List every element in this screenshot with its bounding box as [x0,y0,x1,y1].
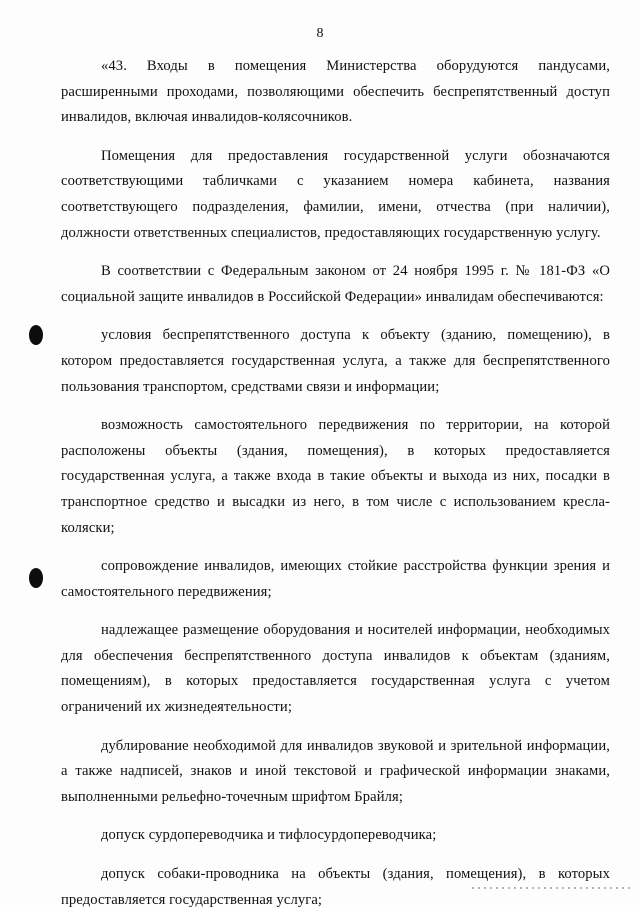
paragraph: В соответствии с Федеральным законом от 24 ноября 1995 г. № 181-ФЗ «О социальной защите инвалидов в Российской Федерации» инвалидам обеспечиваются: [61,263,610,305]
paragraph: допуск сурдопереводчика и тифлосурдопереводчика; [101,827,437,844]
paragraph: дублирование необходимой для инвалидов звуковой и зрительной информации, а также надписей, знаков и иной текстовой и графической информации знаками, выполненными рельефно-точечным шрифтом Брайля; [61,737,610,805]
paragraph: допуск собаки-проводника на объекты (здания, помещения), в которых предоставляется государственная услуга; [61,866,610,908]
scan-dots [470,887,630,889]
punch-hole [29,325,43,345]
paragraph: «43. Входы в помещения Министерства оборудуются пандусами, расширенными проходами, позволяющими обеспечить беспрепятственный доступ инвалидов, включая инвалидов-колясочников. [61,58,610,126]
paragraph: надлежащее размещение оборудования и носителей информации, необходимых для обеспечения беспрепятственного доступа инвалидов к объектам (зданиям, помещениям), в которых предоставляется государственная услуга с учетом ограничений их жизнедеятельности; [61,622,610,716]
punch-hole [29,568,43,588]
document-body [61,54,610,913]
paragraph: возможность самостоятельного передвижения по территории, на которой расположены объекты (здания, помещения), в которых предоставляется государственная услуга, а также входа в такие объекты и выхода из них, посадки в транспортное средство и высадки из него, в том числе с использованием кресла-коляски; [61,417,610,536]
paragraph: Помещения для предоставления государственной услуги обозначаются соответствующими табличками с указанием номера кабинета, названия соответствующего подразделения, фамилии, имени, отчества (при наличии), должности ответственных специалистов, предоставляющих государственную услугу. [61,147,610,241]
paragraph: сопровождение инвалидов, имеющих стойкие расстройства функции зрения и самостоятельного передвижения; [61,558,610,600]
paragraph: условия беспрепятственного доступа к объекту (зданию, помещению), в котором предоставляется государственная услуга, а также для беспрепятственного пользования транспортом, средствами связи и информации; [61,327,610,395]
page-number: 8 [316,26,324,41]
